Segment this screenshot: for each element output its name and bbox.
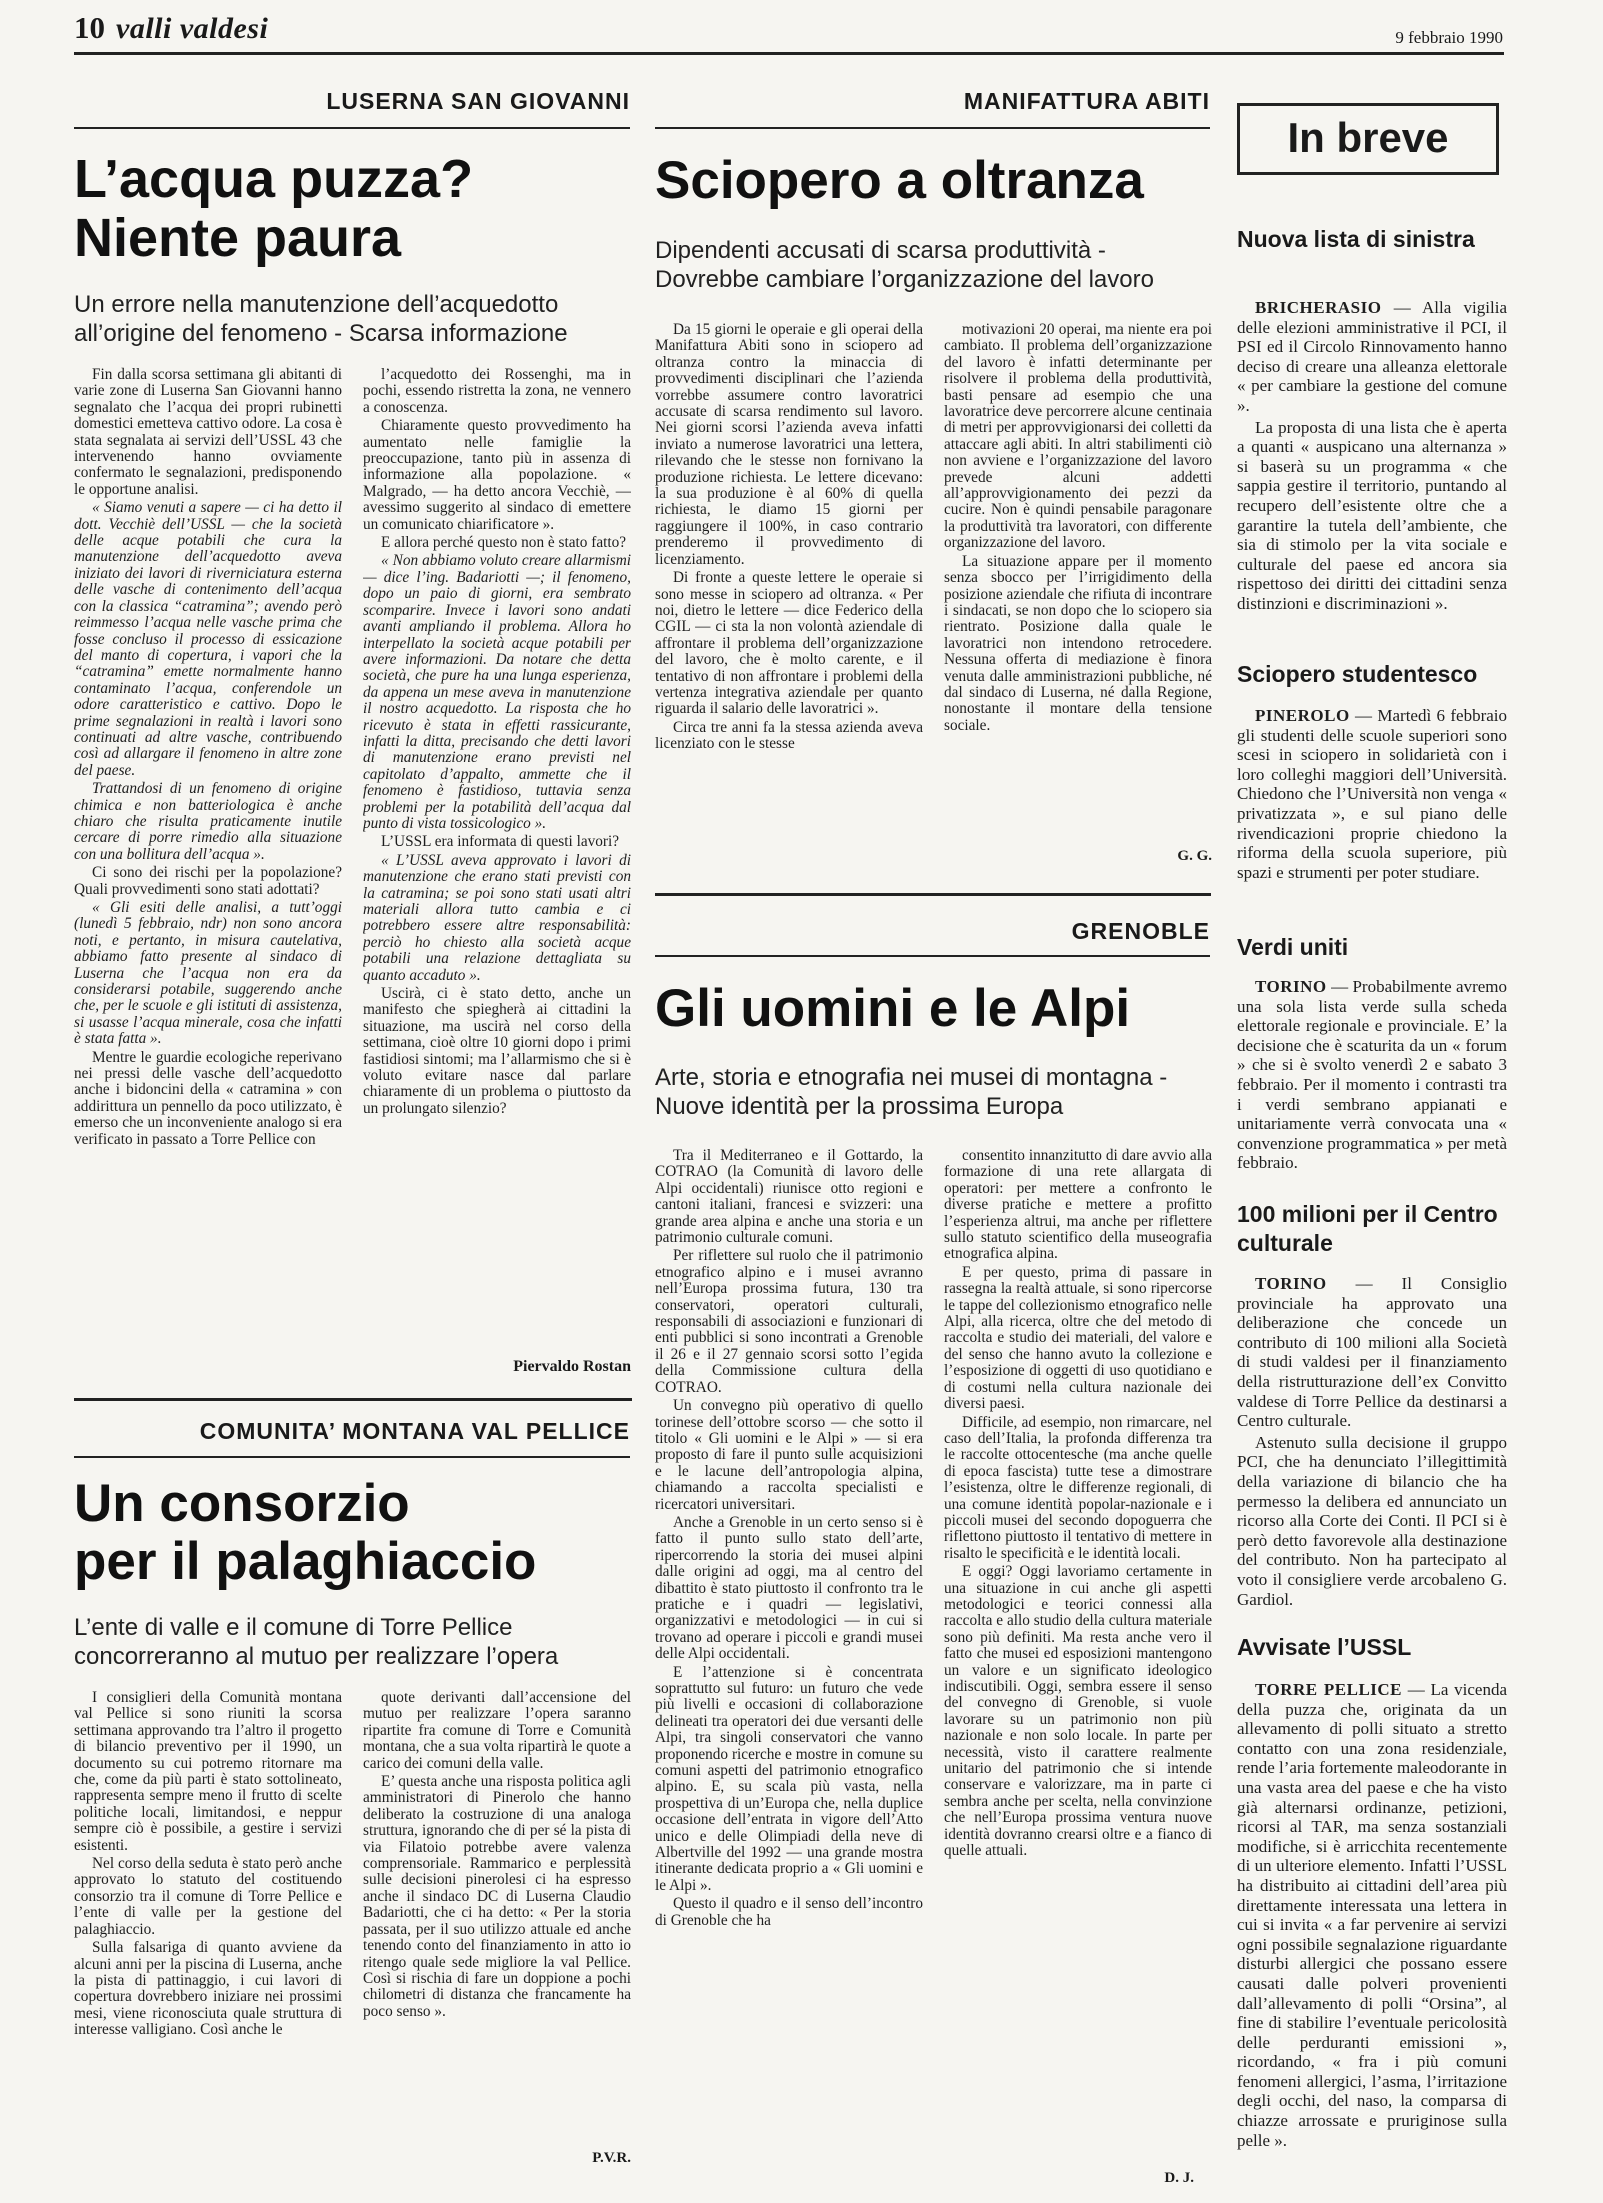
headline-consorzio-line2: per il palaghiaccio [74, 1532, 537, 1592]
brief-body-verdi: TORINO — Probabilmente avremo una sola lista verde sulla scheda elettorale regionale e provinciale. E’ la decisione che è scaturita da un « forum » che si è svolto venerdì 2 e sabato 3 febbraio. Per il momento i contrasti tra i verdi sembrano appianati e unitariamente verrà convocata una « convenzione programmatica » per metà febbraio. [1237, 977, 1507, 1173]
issue-date: 9 febbraio 1990 [1395, 28, 1503, 47]
brief-body-sciopero-studentesco: PINEROLO — Martedì 6 febbraio gli studenti delle scuole superiori sono scesi in sciopero in solidarietà con i loro colleghi maggiori dell’Università. Chiedono che l’Università non venga « privatizzata », e sul piano delle rivendicazioni proprie chiedono la riforma della scuola superiore, più spazi e strumenti per poter studiare. [1237, 706, 1507, 882]
section-rule [74, 1398, 632, 1401]
section-grenoble: GRENOBLE [1071, 918, 1210, 944]
article-alpi-col2: consentito innanzitutto di dare avvio alla formazione di una rete allargata di operatori: per mettere a confronto le diverse pratiche e mettere a profitto l’esperienza altrui, ma anche per riflettere sullo statuto scientifico della museografia etnografica alpina. E per questo, prima di passare in rassegna la realtà attuale, si sono ripercorse le tappe del collezionismo etnografico nelle Alpi, alla ricerca, oltre che del metodo di raccolta e studio dei materiali, del valore e del senso che hanno avuto la collezione e l’esposizione di oggetti di uso quotidiano e di costumi nella cultura nazionale dei diversi paesi. Difficile, ad esempio, non rimarcare, nel caso dell’Italia, la profonda differenza tra le raccolte ottocentesche (ma anche quelle di epoca fascista) tutte tese a dimostrare l’esistenza, oltre le differenze regionali, di una comune identità popolar-nazionale e i piccoli musei del secondo dopoguerra che riflettono piuttosto il tentativo di mettere in risalto le specificità e le identità locali. E oggi? Oggi lavoriamo certamente in una situazione in cui anche gli aspetti metodologici e teorici connessi alla raccolta e allo studio della cultura materiale sono più definiti. Ma resta anche vero il fatto che musei ed esposizioni mantengono un valore e un significato ideologico indiscutibili. Oggi, sembra essere il senso del convegno di Grenoble, si vuole lavorare su un patrimonio non più nazionale e non solo locale. In parte per necessità, visto il carattere realmente unitario del patrimonio che si intende conservare e valorizzare, ma in parte ci sembra anche per scelta, nella convinzione che nell’Europa prossima ventura nuove identità dovranno crearsi oltre e a fianco di quelle attuali. [944, 1148, 1212, 1860]
article-sciopero-col2: motivazioni 20 operai, ma niente era poi cambiato. Il problema dell’organizzazione del lavoro è infatti determinante per risolvere il problema della produttività, basti pensare ad esempio che una lavoratrice deve percorrere alcune centinaia di metri per approvvigionarsi dei colletti da attaccare agli abiti. In altri stabilimenti ciò non avviene e l’organizzazione del lavoro prevede alcuni addetti all’approvvigionamento dei pezzi da cucire. Non è quindi pensabile paragonare la produttività tra lavoratori, con differente organizzazione del lavoro. La situazione appare per il momento senza sbocco per l’irrigidimento della posizione aziendale che rifiuta di incontrare i sindacati, se non dopo che lo sciopero sia rientrato. Posizione dalla quale le lavoratrici non intendono retrocedere. Nessuna offerta di mediazione è finora venuta dalle amministrazioni pubbliche, né dal sindaco di Luserna, né dalla Regione, nonostante il montare della tensione sociale. [944, 322, 1212, 734]
signature-sciopero: G. G. [1177, 848, 1212, 864]
brief-body-centro-culturale: TORINO — Il Consiglio provinciale ha approvato una deliberazione che concede un contributo di 100 milioni alla Società di studi valdesi per il finanziamento della ristrutturazione dell’ex Convitto valdese di Torre Pellice da destinarsi a Centro culturale. Astenuto sulla decisione il gruppo PCI, che ha denunciato l’illegittimità della variazione di bilancio che ha permesso la delibera ed annunciato un ricorso alla Corte dei Conti. Il PCI si è però detto favorevole alla destinazione del contributo. Non ha partecipato al voto il consigliere verde arcobaleno G. Gardiol. [1237, 1274, 1507, 1609]
headline-alpi: Gli uomini e le Alpi [655, 979, 1131, 1038]
section-manifattura: MANIFATTURA ABITI [963, 88, 1210, 114]
subtitle-consorzio: L’ente di valle e il comune di Torre Pellice concorreranno al mutuo per realizzare l’opera [74, 1614, 559, 1671]
page-number: 10 [74, 10, 105, 45]
section-rule [74, 127, 630, 129]
brief-title-sciopero-studentesco: Sciopero studentesco [1237, 661, 1478, 687]
brief-title-centro-culturale: 100 milioni per il Centro culturale [1237, 1201, 1498, 1256]
section-luserna: LUSERNA SAN GIOVANNI [326, 88, 630, 114]
signature-consorzio: P.V.R. [592, 2150, 631, 2166]
brief-body-ussl: TORRE PELLICE — La vicenda della puzza che, originata da un allevamento di polli situato a stretto contatto con una zona residenziale, rende l’aria fortemente maleodorante in una vasta area del paese e che ha visto già alternarsi ordinanze, petizioni, ricorsi al TAR, ma senza sostanziali modifiche, si è arricchita recentemente di un ulteriore elemento. Infatti l’USSL ha distribuito ai cittadini dell’area più direttamente interessata una lettera in cui si invita « a far pervenire ai servizi ogni possibile segnalazione riguardante disturbi allergici che possano essere causati dalle polveri provenienti dall’allevamento di polli “Orsina”, al fine di stabilire l’eventuale pericolosità delle perduranti emissioni », ricordando, « fra i più comuni fenomeni allergici, l’asma, l’irritazione degli occhi, del naso, la comparsa di chiazze arrossate e pruriginose sulla pelle ». [1237, 1680, 1507, 2150]
brief-title-ussl: Avvisate l’USSL [1237, 1634, 1412, 1660]
headline-sciopero: Sciopero a oltranza [655, 151, 1144, 210]
article-acqua-col2: l’acquedotto dei Rossenghi, ma in pochi, essendo ristretta la zona, ne vennero a conoscenza. Chiaramente questo provvedimento ha aumentato nelle famiglie la preoccupazione, tanto più in assenza di informazione alla popolazione. « Malgrado, — ha detto ancora Vecchiè, — avessimo suggerito al sindaco di emettere un comunicato chiarificatore ». E allora perché questo non è stato fatto? « Non abbiamo voluto creare allarmismi — dice l’ing. Badariotti —; il fenomeno, dopo un paio di giorni, era sembrato scomparire. Invece i lavori sono andati avanti ampliando il problema. Allora ho interpellato la società acque potabili per avere informazioni. Da notare che detta società, che pure ha una lunga esperienza, da appena un mese aveva in manutenzione il nostro acquedotto. La risposta che ho ricevuto è stata in effetti rassicurante, infatti la ditta, precisando che detti lavori di manutenzione erano previsti nel capitolato d’appalto, ammette che il fenomeno è fastidioso, tuttavia senza problemi per la potabilità dell’acqua dal punto di vista tossicologico ». L’USSL era informata di questi lavori? « L’USSL aveva approvato i lavori di manutenzione che erano stati previsti con la catramina; se poi sono stati usati altri materiali allora tutto cambia e ci potrebbero essere altre responsabilità: perciò ho chiesto alla società acque potabili una relazione dettagliata su quanto accaduto ». Uscirà, ci è stato detto, anche un manifesto che spiegherà ai cittadini la situazione, ma uscirà nel corso della settimana, cioè oltre 10 giorni dopo i primi fastidiosi sintomi; ma l’allarmismo che si è voluto evitare nasce dal parlare chiaramente di un problema o piuttosto da un prolungato silenzio? [363, 367, 631, 1117]
brief-title-verdi: Verdi uniti [1237, 934, 1349, 960]
subtitle-alpi: Arte, storia e etnografia nei musei di montagna - Nuove identità per la prossima Europa [655, 1064, 1168, 1121]
signature-alpi: D. J. [1164, 2170, 1194, 2186]
article-alpi-col1: Tra il Mediterraneo e il Gottardo, la COTRAO (la Comunità di lavoro delle Alpi occidentali) riunisce otto regioni e cantoni italiani, francesi e svizzeri: una grande area alpina e anche una storia e un patrimonio culturale comuni. Per riflettere sul ruolo che il patrimonio etnografico alpino e i musei avranno nell’Europa prossima futura, 130 tra conservatori, operatori culturali, responsabili di associazioni e funzionari di enti pubblici si sono incontrati a Grenoble il 26 e il 27 gennaio scorsi sotto l’egida della Commissione cultura della COTRAO. Un convegno più operativo di quello torinese dell’ottobre scorso — che sotto il titolo « Gli uomini e le Alpi » — si era proposto di fare il punto sulle acquisizioni e le lacune dell’antropologia alpina, chiamando a raccolta specialisti e ricercatori universitari. Anche a Grenoble in un certo senso si è fatto il punto sullo stato dell’arte, ripercorrendo la storia dei musei alpini dalle origini ad oggi, ma al centro del dibattito è stato piuttosto il confronto tra le pratiche e i quadri — legislativi, organizzativi e metodologici — in cui si trovano ad operare i piccoli e grandi musei delle Alpi occidentali. E l’attenzione si è concentrata soprattutto sul futuro: un futuro che vede più livelli e occasioni di collaborazione delineati tra operatori dei due versanti delle Alpi, tra singoli conservatori che vanno proponendo ricerche e mostre in comune su comuni aspetti del patrimonio etnografico alpino. E, su scala più vasta, nella prospettiva di un’Europa che, nella duplice occasione dell’entrata in vigore dell’Atto unico e delle Olimpiadi della neve di Albertville del 1992 — una grande mostra itinerante dedicata proprio a « Gli uomini e le Alpi ». Questo il quadro e il senso dell’incontro di Grenoble che ha [655, 1148, 923, 1929]
newspaper-name: valli valdesi [116, 12, 269, 45]
section-rule [74, 1456, 630, 1458]
section-comunita-montana: COMUNITA’ MONTANA VAL PELLICE [199, 1418, 630, 1444]
signature-acqua: Piervaldo Rostan [513, 1358, 631, 1375]
headline-consorzio-line1: Un consorzio [74, 1474, 410, 1533]
article-consorzio-col1: I consiglieri della Comunità montana val Pellice si sono riuniti la scorsa settimana approvando tra l’altro il progetto di bilancio preventivo per il 1990, un documento su cui potremo ritornare ma che, come da più parti è stato sottolineato, rappresenta sempre meno il frutto di scelte politiche locali, limitandosi, e neppur sempre ciò è possibile, a gestire i servizi esistenti. Nel corso della seduta è stato però anche approvato lo statuto del costituendo consorzio tra il comune di Torre Pellice e l’ente di valle per la gestione del palaghiaccio. Sulla falsariga di quanto avviene da alcuni anni per la piscina di Luserna, anche la pista di pattinaggio, i cui lavori di copertura dovrebbero iniziare nei prossimi mesi, viene riconosciuta quale struttura di interesse valligiano. Così anche le [74, 1690, 342, 2039]
section-rule [655, 955, 1210, 957]
headline-acqua [74, 150, 634, 269]
article-sciopero-col1: Da 15 giorni le operaie e gli operai della Manifattura Abiti sono in sciopero ad oltranza contro la minaccia di provvedimenti disciplinari che l’azienda vorrebbe assumere contro lavoratrici accusate di scarsa rendimento sul lavoro. Nei giorni scorsi l’azienda aveva infatti inviato a numerose lavoratrici una lettera, rilevando che le stesse non fornivano la produzione richiesta. Le lettere dicevano: la sua produzione è al 60% di quella richiesta, le diamo 15 giorni per raggiungere il 100%, in caso contrario prenderemo il provvedimento di licenziamento. Di fronte a queste lettere le operaie si sono messe in sciopero ad oltranza. « Per noi, dietro le lettere — dice Federico della CGIL — ci sta la non volontà aziendale di affrontare il problema dell’organizzazione del lavoro, che è molto carente, e il tentativo di non affrontare i problemi della vertenza integrativa aziendale per quanto riguarda il salario delle lavoratrici ». Circa tre anni fa la stessa azienda aveva licenziato con le stesse [655, 322, 923, 753]
brief-title-sinistra: Nuova lista di sinistra [1237, 226, 1475, 252]
masthead-rule [74, 52, 1504, 55]
section-rule [655, 127, 1210, 129]
brief-body-sinistra: BRICHERASIO — Alla vigilia delle elezioni amministrative il PCI, il PSI ed il Circolo Rinnovamento hanno deciso di creare una alleanza elettorale « per cambiare la gestione del comune ». La proposta di una lista che è aperta a quanti « auspicano una alternanza » si baserà su un programma « che sappia gestire il territorio, puntando al recupero dell’esistente oltre che a garantire la tutela dell’ambiente, che sia di stimolo per la vita sociale e culturale del paese ed ancora sia rispettoso dei diritti dei cittadini senza distinzioni e discriminazioni ». [1237, 298, 1507, 613]
article-acqua-col1: Fin dalla scorsa settimana gli abitanti di varie zone di Luserna San Giovanni hanno segnalato che l’acqua dei propri rubinetti domestici emetteva cattivo odore. La cosa è stata segnalata ai servizi dell’USSL 43 che intervenendo hanno ovviamente confermato le segnalazioni, predisponendo le opportune analisi. « Siamo venuti a sapere — ci ha detto il dott. Vecchiè dell’USSL — che la società delle acque potabili che cura la manutenzione dell’acquedotto aveva iniziato dei lavori di riverniciatura esterna delle vasche di contenimento dell’acqua con la classica “catramina”; avendo però reimmesso l’acqua nelle vasche prima che fosse concluso il processo di essicazione del manto di copertura, i vapori che la “catramina” emette normalmente hanno contaminato l’acqua, conferendole un odore caratteristico e cattivo. Dopo le prime segnalazioni in realtà i lavori sono continuati ad altre vasche, contribuendo così ad allargare il fenomeno in altre zone del paese. Trattandosi di un fenomeno di origine chimica e non batteriologica è anche chiaro che risulta praticamente inutile cercare di porre rimedio alla situazione con una bollitura dell’acqua ». Ci sono dei rischi per la popolazione? Quali provvedimenti sono stati adottati? « Gli esiti delle analisi, a tutt’oggi (lunedì 5 febbraio, ndr) non sono ancora noti, e pertanto, in misura cautelativa, abbiamo fatto presente al sindaco di Luserna che l’acqua non era da considerarsi potabile, suggerendo anche che, per le scuole e gli istituti di assistenza, si usasse l’acqua minerale, cosa che infatti è stata fatta ». Mentre le guardie ecologiche reperivano nei pressi delle vasche dell’acquedotto anche i bidoncini della « catramina » con addirittura un pennello da poco utilizzato, è emerso che un inconveniente analogo si era verificato in passato a Torre Pellice con [74, 367, 342, 1148]
section-rule [655, 893, 1211, 896]
headline-consorzio [74, 1475, 634, 1592]
subtitle-acqua: Un errore nella manutenzione dell’acquedotto all’origine del fenomeno - Scarsa informazione [74, 291, 568, 348]
in-breve-box: In breve [1237, 103, 1499, 175]
headline-acqua-line2: Niente paura [74, 208, 402, 269]
subtitle-sciopero: Dipendenti accusati di scarsa produttività - Dovrebbe cambiare l’organizzazione del lavoro [655, 237, 1154, 294]
article-consorzio-col2: quote derivanti dall’accensione del mutuo per realizzare l’opera saranno ripartite fra comune di Torre e Comunità montana, che a sua volta ripartirà le quote a carico dei comuni della valle. E’ questa anche una risposta politica agli amministratori di Pinerolo che hanno deliberato la costruzione di una analoga struttura, ignorando che di per sé la pista di via Filatoio potrebbe avere valenza comprensoriale. Rammarico e perplessità sulle decisioni pinerolesi ci ha espresso anche il sindaco DC di Luserna Claudio Badariotti, che ci ha detto: « Per la storia passata, per il suo utilizzo attuale ed anche tenendo conto del finanziamento in atto io ritengo quale sede migliore la val Pellice. Così si rischia di fare un doppione a pochi chilometri di distanza che francamente ha poco senso ». [363, 1690, 631, 2020]
headline-acqua-line1: L’acqua puzza? [74, 149, 474, 209]
